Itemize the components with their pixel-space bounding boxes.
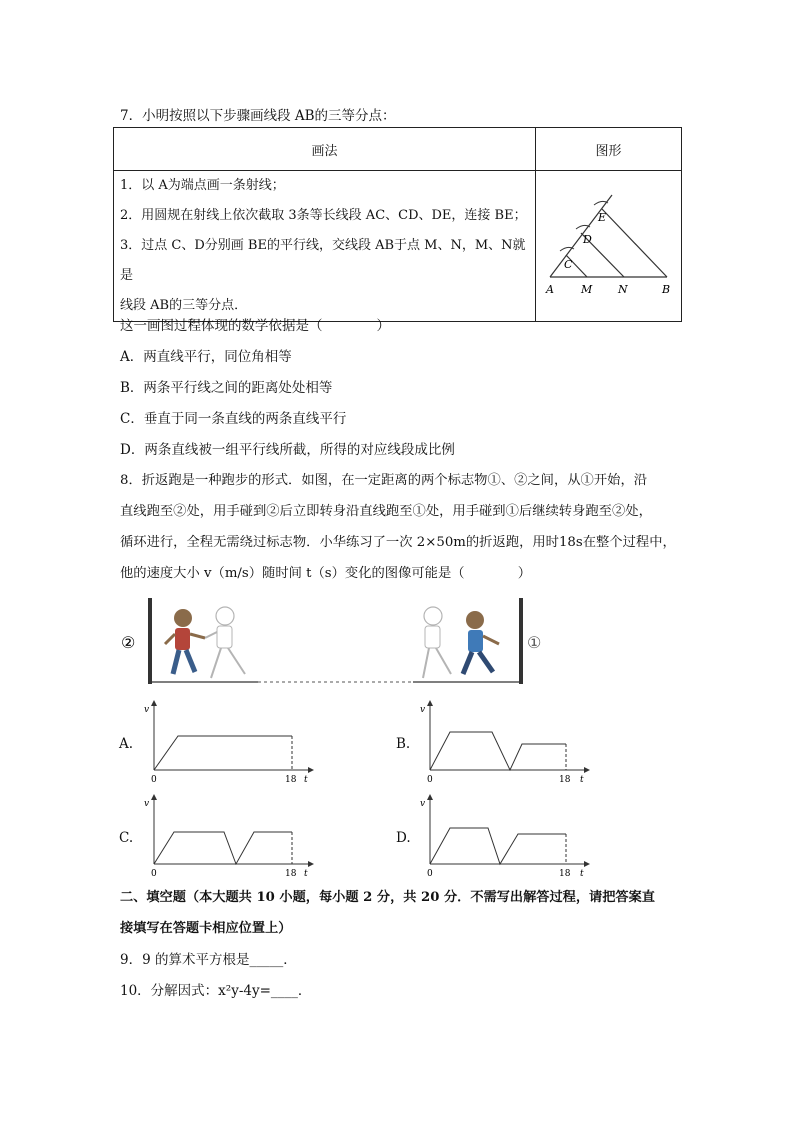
q7-option-c: C．垂直于同一条直线的两条直线平行	[120, 411, 347, 427]
q7-option-d: D．两条直线被一组平行线所截，所得的对应线段成比例	[120, 442, 455, 458]
svg-text:0: 0	[427, 775, 433, 785]
shuttle-run-illustration	[113, 592, 542, 688]
q7-step-2: 2．用圆规在射线上依次截取 3条等长线段 AC、CD、DE，连接 BE；	[120, 208, 527, 223]
trisection-figure	[536, 177, 681, 311]
runner-left-ghost-icon	[205, 607, 245, 678]
graph-a-label: A.	[119, 736, 134, 752]
line-be	[602, 209, 667, 277]
q7-option-a: A．两直线平行，同位角相等	[120, 349, 292, 365]
label-b: B	[662, 283, 671, 296]
q7-header-method: 画法	[114, 128, 536, 171]
label-c: C	[564, 258, 573, 271]
q7-question: 这一画图过程体现的数学依据是（ ）	[120, 318, 390, 334]
runner-right-ghost-icon	[423, 607, 451, 678]
q8-line-3: 循环进行，全程无需绕过标志物．小华练习了一次 2×50m的折返跑，用时18s在整个过程中，	[120, 535, 676, 550]
q9: 9．9 的算术平方根是_____．	[120, 952, 297, 968]
marker-left-label: ②	[121, 633, 136, 652]
svg-text:18: 18	[285, 869, 297, 879]
svg-text:v: v	[144, 799, 150, 809]
label-m: M	[581, 283, 593, 296]
label-d: D	[583, 233, 592, 246]
q7-step-3: 3．过点 C、D分别画 BE的平行线，交线段 AB于点 M、N，M、N就是	[120, 238, 526, 283]
q7-header-figure: 图形	[536, 128, 682, 171]
q7-step-4: 线段 AB的三等分点．	[120, 298, 248, 313]
q7-title: 7．小明按照以下步骤画线段 AB的三等分点：	[120, 108, 396, 124]
svg-text:t: t	[304, 775, 308, 785]
marker-pole-left	[148, 598, 152, 684]
svg-text:v: v	[420, 799, 426, 809]
svg-text:18: 18	[559, 869, 571, 879]
svg-text:0: 0	[151, 775, 157, 785]
label-n: N	[618, 283, 628, 296]
q8-line-1: 8．折返跑是一种跑步的形式．如图，在一定距离的两个标志物①、②之间，从①开始，沿	[120, 473, 648, 488]
svg-text:t: t	[580, 869, 584, 879]
section2-heading-line1: 二、填空题（本大题共 10 小题，每小题 2 分，共 20 分．不需写出解答过程，请把答案直	[120, 890, 655, 905]
q7-option-b: B．两条平行线之间的距离处处相等	[120, 380, 333, 396]
q7-steps	[114, 171, 536, 322]
svg-text:t: t	[304, 869, 308, 879]
arc-c	[560, 247, 574, 251]
svg-text:v: v	[144, 705, 150, 715]
q7-table	[113, 127, 682, 322]
q7-figure-cell	[536, 171, 682, 322]
graph-b	[416, 700, 591, 790]
svg-text:0: 0	[427, 869, 433, 879]
svg-text:0: 0	[151, 869, 157, 879]
q7-step-1: 1．以 A为端点画一条射线；	[120, 178, 285, 193]
runner-left-icon	[165, 609, 205, 674]
svg-text:18: 18	[285, 775, 297, 785]
q10: 10．分解因式：x²y-4y=____．	[120, 983, 312, 999]
svg-text:t: t	[580, 775, 584, 785]
graph-c-label: C.	[119, 830, 134, 846]
q8-line-2: 直线跑至②处，用手碰到②后立即转身沿直线跑至①处，用手碰到①后继续转身跑至②处，	[120, 504, 652, 519]
label-a: A	[546, 283, 554, 296]
graph-d	[416, 794, 591, 884]
q8-line-4: 他的速度大小 v（m/s）随时间 t（s）变化的图像可能是（ ）	[120, 566, 532, 581]
label-e: E	[598, 211, 607, 224]
svg-text:v: v	[420, 705, 426, 715]
svg-text:18: 18	[559, 775, 571, 785]
marker-pole-right	[519, 598, 523, 684]
ray-a	[550, 195, 612, 277]
graph-c	[140, 794, 315, 884]
marker-right-label: ①	[527, 633, 542, 652]
section2-heading-line2: 接填写在答题卡相应位置上）	[120, 921, 292, 936]
graph-b-label: B.	[396, 736, 411, 752]
graph-d-label: D.	[396, 830, 411, 846]
graph-a	[140, 700, 315, 790]
runner-right-icon	[463, 611, 499, 674]
